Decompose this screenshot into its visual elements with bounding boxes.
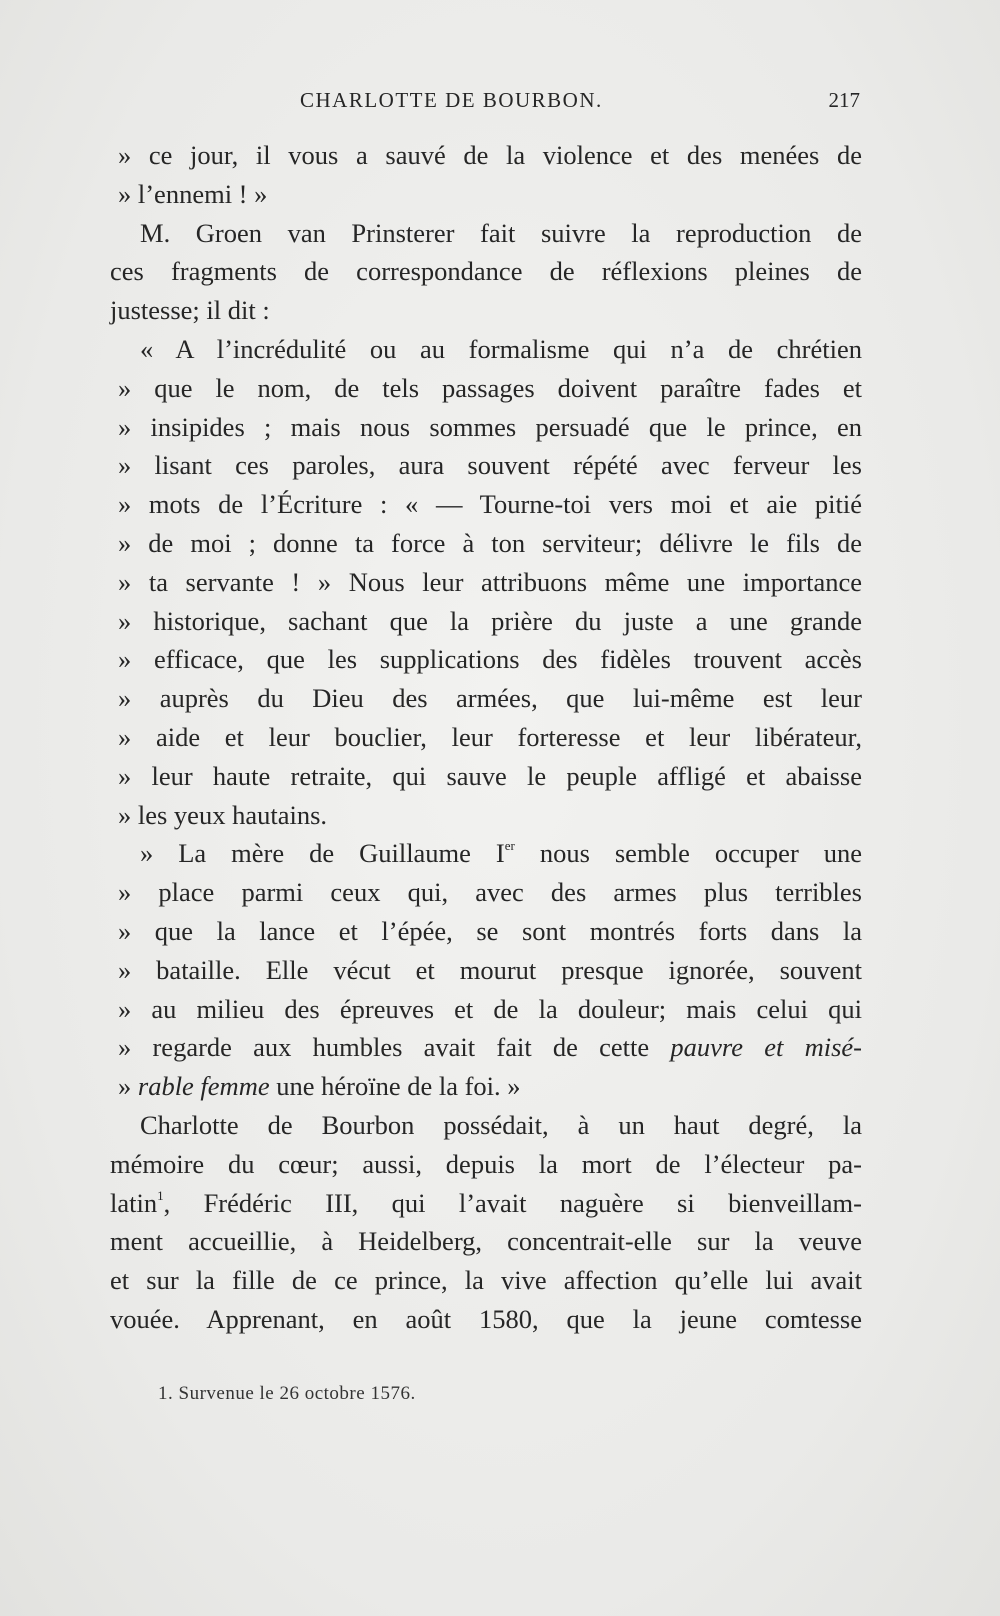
- text-line: » ta servante ! » Nous leur attribuons même une importance: [118, 566, 862, 597]
- text-line: » que la lance et l’épée, se sont montrés forts dans la: [118, 915, 862, 946]
- text-line: » mots de l’Écriture : « — Tourne-toi vers moi et aie pitié: [118, 489, 862, 520]
- italic-run: pauvre et misé-: [670, 1032, 862, 1063]
- text-line: ces fragments de correspondance de réflexions pleines de: [110, 256, 862, 287]
- text-run: » regarde aux humbles avait fait de cette: [118, 1032, 671, 1063]
- text-line: justesse; il dit :: [110, 295, 270, 326]
- text-line: [110, 1067, 862, 1106]
- text-line: ment accueillie, à Heidelberg, concentrait-elle sur la veuve: [110, 1226, 862, 1257]
- quote-start: « A l’incrédulité ou au formalisme qui n’a de chrétien: [140, 333, 862, 364]
- text-line: » historique, sachant que la prière du juste a une grande: [118, 605, 862, 636]
- text-line: » insipides ; mais nous sommes persuadé que le prince, en: [118, 411, 862, 442]
- text-run: nous semble occuper une: [514, 838, 863, 869]
- text-line: mémoire du cœur; aussi, depuis la mort de l’électeur pa-: [110, 1148, 862, 1179]
- text-run: latin: [110, 1187, 158, 1218]
- page-number: 217: [828, 88, 860, 112]
- superscript: er: [504, 838, 515, 854]
- text-line: » de moi ; donne ta force à ton serviteur; délivre le fils de: [118, 527, 862, 558]
- paragraph-start: [110, 834, 862, 873]
- text-line: » place parmi ceux qui, avec des armes plus terribles: [118, 877, 862, 908]
- paragraph-start: Charlotte de Bourbon possédait, à un haut degré, la: [140, 1109, 862, 1140]
- text-run: » La mère de Guillaume I: [140, 838, 505, 869]
- text-run: »: [118, 1071, 138, 1102]
- text-line: » ce jour, il vous a sauvé de la violence et des menées de: [118, 140, 862, 170]
- main-text: [110, 136, 862, 1339]
- text-line: » lisant ces paroles, aura souvent répété avec ferveur les: [118, 450, 862, 481]
- text-run: , Frédéric III, qui l’avait naguère si bienveillam-: [163, 1187, 862, 1218]
- text-line: » auprès du Dieu des armées, que lui-même est leur: [118, 683, 862, 714]
- paragraph-start: M. Groen van Prinsterer fait suivre la reproduction de: [140, 217, 862, 248]
- text-line: vouée. Apprenant, en août 1580, que la jeune comtesse: [110, 1303, 862, 1334]
- text-line: » efficace, que les supplications des fidèles trouvent accès: [118, 644, 862, 675]
- footnote: 1. Survenue le 26 octobre 1576.: [158, 1383, 416, 1404]
- text-line: » les yeux hautains.: [118, 799, 328, 830]
- text-line: » bataille. Elle vécut et mourut presque ignorée, souvent: [118, 954, 862, 985]
- text-line: [110, 1184, 862, 1223]
- text-line: » que le nom, de tels passages doivent paraître fades et: [118, 372, 862, 403]
- text-line: [110, 1028, 862, 1067]
- text-line: » aide et leur bouclier, leur forteresse et leur libérateur,: [118, 721, 862, 752]
- text-line: » leur haute retraite, qui sauve le peuple affligé et abaisse: [118, 760, 862, 791]
- italic-run: rable femme: [137, 1071, 270, 1102]
- running-title: CHARLOTTE DE BOURBON.: [300, 88, 603, 112]
- text-line: » au milieu des épreuves et de la douleur; mais celui qui: [118, 993, 862, 1024]
- text-run: une héroïne de la foi. »: [269, 1071, 521, 1102]
- running-head: [300, 88, 860, 118]
- text-line: » l’ennemi ! »: [118, 178, 268, 209]
- text-line: et sur la fille de ce prince, la vive affection qu’elle lui avait: [110, 1265, 862, 1296]
- footnote-ref: 1: [157, 1187, 164, 1203]
